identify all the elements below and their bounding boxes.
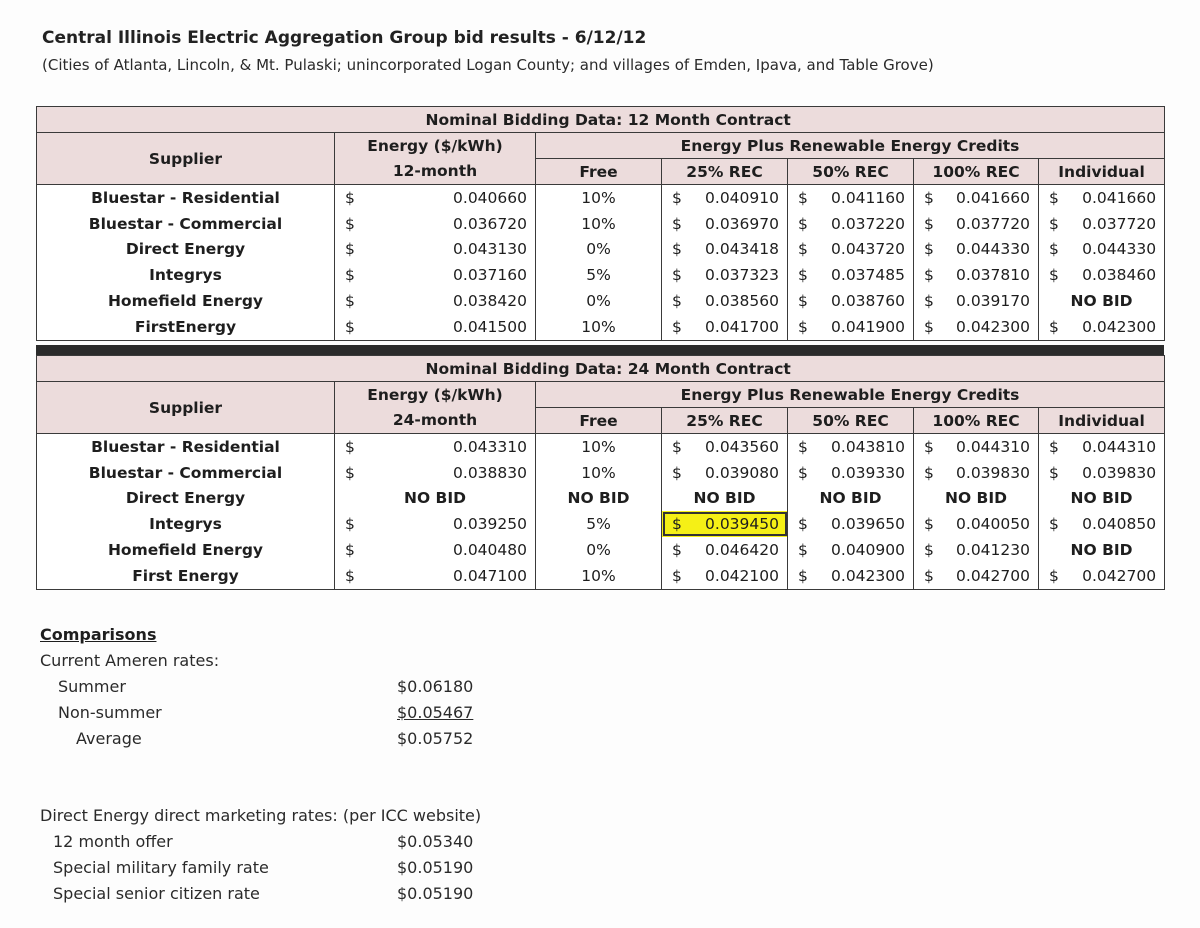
table-row xyxy=(37,262,1165,288)
dollar-sign: $ xyxy=(924,214,934,233)
energy-subheader: 12-month xyxy=(335,159,536,185)
r25-cell xyxy=(662,460,788,486)
dollar-sign: $ xyxy=(345,214,355,233)
rate-value: 0.039830 xyxy=(956,463,1030,482)
rate-value: 0.040050 xyxy=(956,515,1030,534)
energy-value: 0.047100 xyxy=(453,566,527,585)
energy-cell xyxy=(335,262,536,288)
table-row xyxy=(37,211,1165,237)
rate-value: 0.037220 xyxy=(831,214,905,233)
table-row xyxy=(37,434,1165,460)
dollar-sign: $ xyxy=(672,515,682,534)
dollar-sign: $ xyxy=(798,463,808,482)
dollar-sign: $ xyxy=(798,317,808,336)
rate-value: 0.044310 xyxy=(1082,437,1157,456)
table-banner: Nominal Bidding Data: 12 Month Contract xyxy=(335,107,1165,133)
dollar-sign: $ xyxy=(1049,437,1059,456)
supplier-cell: Integrys xyxy=(37,262,335,288)
senior-rate: $0.05190 xyxy=(397,884,474,903)
rate-value: 0.038560 xyxy=(705,292,779,311)
table-row xyxy=(37,460,1165,486)
dollar-sign: $ xyxy=(924,437,934,456)
table-row xyxy=(37,537,1165,563)
col-50-rec: 50% REC xyxy=(788,159,914,185)
rate-value: 0.044330 xyxy=(1082,240,1157,259)
supplier-cell: Bluestar - Commercial xyxy=(37,211,335,237)
r50-cell xyxy=(788,434,914,460)
r100-cell xyxy=(914,262,1039,288)
ind-cell xyxy=(1039,511,1165,537)
rate-value: 0.043418 xyxy=(705,240,779,259)
dollar-sign: $ xyxy=(798,437,808,456)
rate-value: 0.041230 xyxy=(956,541,1030,560)
dollar-sign: $ xyxy=(672,463,682,482)
rate-value: 0.038460 xyxy=(1082,266,1157,285)
r25-cell xyxy=(662,262,788,288)
offer-rate: $0.05340 xyxy=(397,832,474,851)
rate-value: 0.042100 xyxy=(705,566,779,585)
dollar-sign: $ xyxy=(798,266,808,285)
r100-cell xyxy=(914,288,1039,314)
free-cell: 10% xyxy=(536,211,662,237)
rate-value: 0.041700 xyxy=(705,317,779,336)
rec-header: Energy Plus Renewable Energy Credits xyxy=(536,133,1165,159)
ind-cell xyxy=(1039,237,1165,263)
dollar-sign: $ xyxy=(345,292,355,311)
col-individual: Individual xyxy=(1039,408,1165,434)
rate-value: 0.040900 xyxy=(831,541,905,560)
dollar-sign: $ xyxy=(798,214,808,233)
r25-cell xyxy=(662,537,788,563)
energy-cell xyxy=(335,288,536,314)
dollar-sign: $ xyxy=(345,266,355,285)
energy-header: Energy ($/kWh) xyxy=(335,382,536,408)
rate-value: 0.036970 xyxy=(705,214,779,233)
dollar-sign: $ xyxy=(345,541,355,560)
table-row xyxy=(37,288,1165,314)
r25-cell xyxy=(662,211,788,237)
direct-energy-label: Direct Energy direct marketing rates: (per ICC website) xyxy=(40,806,482,825)
dollar-sign: $ xyxy=(1049,515,1059,534)
energy-value: 0.040480 xyxy=(453,541,527,560)
r50-cell xyxy=(788,537,914,563)
table-row xyxy=(37,237,1165,263)
rate-value: 0.039650 xyxy=(831,515,905,534)
summer-label: Summer xyxy=(58,677,126,696)
rate-value: 0.040850 xyxy=(1082,515,1157,534)
military-rate: $0.05190 xyxy=(397,858,474,877)
r100-cell xyxy=(914,314,1039,340)
rec-header: Energy Plus Renewable Energy Credits xyxy=(536,382,1165,408)
ind-cell: NO BID xyxy=(1039,537,1165,563)
rate-value: 0.037720 xyxy=(956,214,1030,233)
dollar-sign: $ xyxy=(798,566,808,585)
r50-cell xyxy=(788,262,914,288)
supplier-cell: Homefield Energy xyxy=(37,288,335,314)
dollar-sign: $ xyxy=(798,188,808,207)
col-100-rec: 100% REC xyxy=(914,408,1039,434)
r50-cell xyxy=(788,314,914,340)
ameren-label: Current Ameren rates: xyxy=(40,651,220,670)
rate-value: 0.043560 xyxy=(705,437,779,456)
free-cell: 10% xyxy=(536,314,662,340)
energy-value: 0.039250 xyxy=(453,515,527,534)
dollar-sign: $ xyxy=(672,214,682,233)
ind-cell xyxy=(1039,434,1165,460)
average-label: Average xyxy=(76,729,142,748)
r100-cell xyxy=(914,511,1039,537)
rate-value: 0.040910 xyxy=(705,188,779,207)
free-cell: 5% xyxy=(536,511,662,537)
free-cell: NO BID xyxy=(536,486,662,512)
rate-value: 0.039450 xyxy=(705,515,779,534)
col-25-rec: 25% REC xyxy=(662,159,788,185)
r50-cell: NO BID xyxy=(788,486,914,512)
document-title: Central Illinois Electric Aggregation Group bid results - 6/12/12 xyxy=(42,28,647,48)
rate-value: 0.042700 xyxy=(956,566,1030,585)
free-cell: 10% xyxy=(536,460,662,486)
r25-cell xyxy=(662,185,788,211)
dollar-sign: $ xyxy=(1049,240,1059,259)
free-cell: 0% xyxy=(536,237,662,263)
supplier-cell: Homefield Energy xyxy=(37,537,335,563)
rate-value: 0.041160 xyxy=(831,188,905,207)
supplier-cell: Bluestar - Residential xyxy=(37,185,335,211)
rate-value: 0.041660 xyxy=(956,188,1030,207)
free-cell: 10% xyxy=(536,185,662,211)
r50-cell xyxy=(788,511,914,537)
table-12-month xyxy=(36,106,1165,341)
r25-cell xyxy=(662,563,788,589)
rate-value: 0.043720 xyxy=(831,240,905,259)
supplier-cell: First Energy xyxy=(37,563,335,589)
senior-label: Special senior citizen rate xyxy=(53,884,260,903)
energy-value: 0.043130 xyxy=(453,240,527,259)
summer-rate: $0.06180 xyxy=(397,677,474,696)
dollar-sign: $ xyxy=(672,292,682,311)
dollar-sign: $ xyxy=(1049,188,1059,207)
energy-value: 0.043310 xyxy=(453,437,527,456)
supplier-header: Supplier xyxy=(37,382,335,434)
ind-cell: NO BID xyxy=(1039,486,1165,512)
energy-value: 0.038830 xyxy=(453,463,527,482)
dollar-sign: $ xyxy=(1049,317,1059,336)
rate-value: 0.037810 xyxy=(956,266,1030,285)
energy-header: Energy ($/kWh) xyxy=(335,133,536,159)
table-row xyxy=(37,511,1165,537)
r100-cell xyxy=(914,185,1039,211)
dollar-sign: $ xyxy=(924,515,934,534)
rate-value: 0.042700 xyxy=(1082,566,1157,585)
r25-cell xyxy=(662,511,788,537)
ind-cell xyxy=(1039,211,1165,237)
dollar-sign: $ xyxy=(798,515,808,534)
ind-cell xyxy=(1039,460,1165,486)
dollar-sign: $ xyxy=(1049,566,1059,585)
col-free: Free xyxy=(536,408,662,434)
free-cell: 0% xyxy=(536,288,662,314)
supplier-cell: Integrys xyxy=(37,511,335,537)
nonsummer-rate: $0.05467 xyxy=(397,703,474,722)
dollar-sign: $ xyxy=(345,437,355,456)
energy-value: 0.038420 xyxy=(453,292,527,311)
r50-cell xyxy=(788,237,914,263)
table-row xyxy=(37,563,1165,589)
dollar-sign: $ xyxy=(924,566,934,585)
dollar-sign: $ xyxy=(1049,214,1059,233)
rate-value: 0.039170 xyxy=(956,292,1030,311)
dollar-sign: $ xyxy=(798,240,808,259)
r100-cell xyxy=(914,237,1039,263)
r100-cell xyxy=(914,460,1039,486)
energy-cell xyxy=(335,185,536,211)
rate-value: 0.039080 xyxy=(705,463,779,482)
dollar-sign: $ xyxy=(924,266,934,285)
free-cell: 0% xyxy=(536,537,662,563)
rate-value: 0.037720 xyxy=(1082,214,1157,233)
col-100-rec: 100% REC xyxy=(914,159,1039,185)
dollar-sign: $ xyxy=(798,541,808,560)
r25-cell xyxy=(662,237,788,263)
r25-cell: NO BID xyxy=(662,486,788,512)
ind-cell: NO BID xyxy=(1039,288,1165,314)
rate-value: 0.042300 xyxy=(1082,317,1157,336)
energy-cell xyxy=(335,460,536,486)
energy-cell xyxy=(335,237,536,263)
r50-cell xyxy=(788,211,914,237)
r25-cell xyxy=(662,288,788,314)
energy-cell xyxy=(335,434,536,460)
free-cell: 5% xyxy=(536,262,662,288)
col-individual: Individual xyxy=(1039,159,1165,185)
dollar-sign: $ xyxy=(924,541,934,560)
rate-value: 0.043810 xyxy=(831,437,905,456)
col-25-rec: 25% REC xyxy=(662,408,788,434)
rate-value: 0.041660 xyxy=(1082,188,1157,207)
rate-value: 0.039830 xyxy=(1082,463,1157,482)
supplier-header: Supplier xyxy=(37,133,335,185)
nonsummer-label: Non-summer xyxy=(58,703,162,722)
col-free: Free xyxy=(536,159,662,185)
ind-cell xyxy=(1039,262,1165,288)
military-label: Special military family rate xyxy=(53,858,269,877)
r100-cell xyxy=(914,537,1039,563)
r100-cell xyxy=(914,434,1039,460)
document-subtitle: (Cities of Atlanta, Lincoln, & Mt. Pulaski; unincorporated Logan County; and villages of Emden, Ipava, and Table Grove) xyxy=(42,56,934,74)
supplier-cell: Direct Energy xyxy=(37,486,335,512)
energy-cell xyxy=(335,511,536,537)
supplier-cell: FirstEnergy xyxy=(37,314,335,340)
dollar-sign: $ xyxy=(798,292,808,311)
dollar-sign: $ xyxy=(672,566,682,585)
dollar-sign: $ xyxy=(345,463,355,482)
dollar-sign: $ xyxy=(924,188,934,207)
col-50-rec: 50% REC xyxy=(788,408,914,434)
dollar-sign: $ xyxy=(345,317,355,336)
rate-value: 0.038760 xyxy=(831,292,905,311)
rate-value: 0.041900 xyxy=(831,317,905,336)
r50-cell xyxy=(788,563,914,589)
energy-cell xyxy=(335,537,536,563)
r100-cell xyxy=(914,563,1039,589)
r100-cell xyxy=(914,211,1039,237)
energy-value: 0.041500 xyxy=(453,317,527,336)
dollar-sign: $ xyxy=(924,463,934,482)
dollar-sign: $ xyxy=(345,515,355,534)
table-24-month xyxy=(36,355,1165,590)
dollar-sign: $ xyxy=(924,240,934,259)
energy-cell xyxy=(335,563,536,589)
energy-value: 0.037160 xyxy=(453,266,527,285)
dollar-sign: $ xyxy=(672,437,682,456)
supplier-cell: Bluestar - Commercial xyxy=(37,460,335,486)
dollar-sign: $ xyxy=(1049,463,1059,482)
rate-value: 0.042300 xyxy=(831,566,905,585)
energy-value: 0.036720 xyxy=(453,214,527,233)
r100-cell: NO BID xyxy=(914,486,1039,512)
energy-cell xyxy=(335,314,536,340)
rate-value: 0.037323 xyxy=(705,266,779,285)
table-banner: Nominal Bidding Data: 24 Month Contract xyxy=(335,356,1165,382)
ind-cell xyxy=(1039,185,1165,211)
energy-cell: NO BID xyxy=(335,486,536,512)
table-row xyxy=(37,185,1165,211)
energy-subheader: 24-month xyxy=(335,408,536,434)
ind-cell xyxy=(1039,563,1165,589)
r50-cell xyxy=(788,288,914,314)
r25-cell xyxy=(662,434,788,460)
free-cell: 10% xyxy=(536,563,662,589)
table-row xyxy=(37,314,1165,340)
dollar-sign: $ xyxy=(1049,266,1059,285)
free-cell: 10% xyxy=(536,434,662,460)
r50-cell xyxy=(788,460,914,486)
r50-cell xyxy=(788,185,914,211)
r25-cell xyxy=(662,314,788,340)
dollar-sign: $ xyxy=(345,188,355,207)
dollar-sign: $ xyxy=(924,292,934,311)
supplier-cell: Direct Energy xyxy=(37,237,335,263)
average-rate: $0.05752 xyxy=(397,729,474,748)
rate-value: 0.046420 xyxy=(705,541,779,560)
dollar-sign: $ xyxy=(345,240,355,259)
dollar-sign: $ xyxy=(672,240,682,259)
dollar-sign: $ xyxy=(672,317,682,336)
dollar-sign: $ xyxy=(345,566,355,585)
dollar-sign: $ xyxy=(672,266,682,285)
dollar-sign: $ xyxy=(672,541,682,560)
dollar-sign: $ xyxy=(924,317,934,336)
rate-value: 0.044330 xyxy=(956,240,1030,259)
table-row xyxy=(37,486,1165,512)
rate-value: 0.042300 xyxy=(956,317,1030,336)
energy-value: 0.040660 xyxy=(453,188,527,207)
energy-cell xyxy=(335,211,536,237)
supplier-cell: Bluestar - Residential xyxy=(37,434,335,460)
rate-value: 0.037485 xyxy=(831,266,905,285)
ind-cell xyxy=(1039,314,1165,340)
comparisons-title: Comparisons xyxy=(40,625,157,644)
rate-value: 0.039330 xyxy=(831,463,905,482)
offer-label: 12 month offer xyxy=(53,832,173,851)
rate-value: 0.044310 xyxy=(956,437,1030,456)
dollar-sign: $ xyxy=(672,188,682,207)
